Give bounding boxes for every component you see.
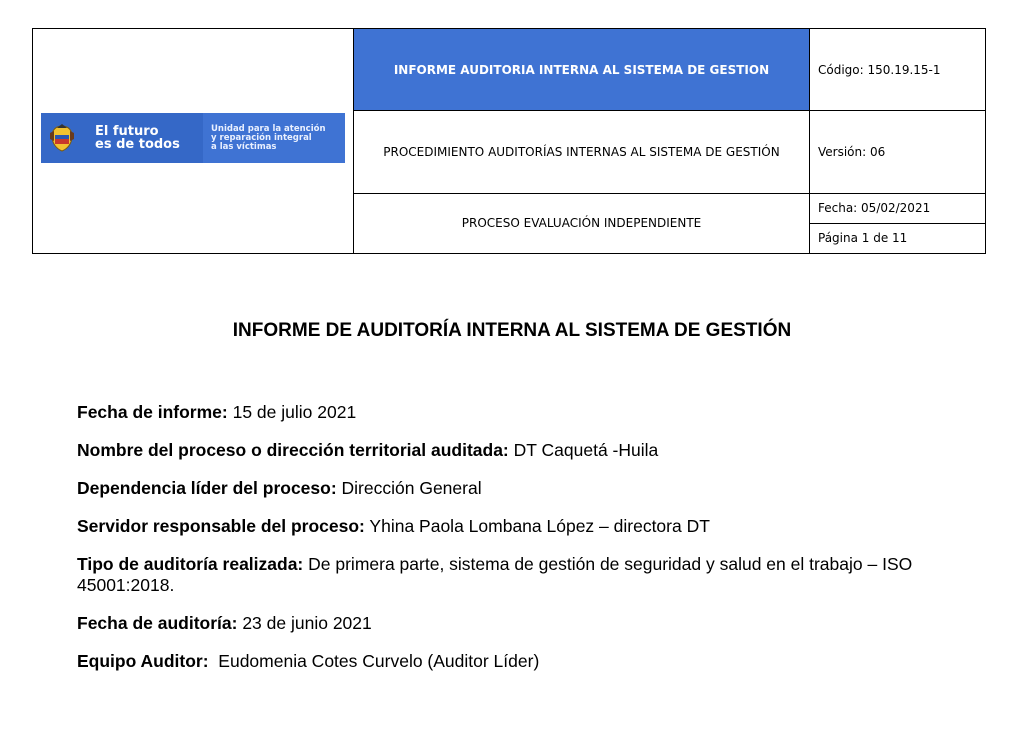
logo-unit-name: Unidad para la atención y reparación integral a las víctimas [211, 123, 326, 152]
institution-logo [41, 113, 345, 163]
field-audit-date: Fecha de auditoría: 23 de junio 2021 [77, 613, 372, 633]
document-title: INFORME DE AUDITORÍA INTERNA AL SISTEMA DE GESTIÓN [232, 320, 792, 341]
field-responsible-officer: Servidor responsable del proceso: Yhina Paola Lombana López – directora DT [77, 516, 710, 536]
page-indicator: Página 1 de 11 [810, 223, 985, 253]
procedure-cell: PROCEDIMIENTO AUDITORÍAS INTERNAS AL SISTEMA DE GESTIÓN [354, 111, 810, 193]
logo-slogan: El futuro es de todos [95, 124, 180, 152]
field-audit-team: Equipo Auditor: Eudomenia Cotes Curvelo (Auditor Líder) [77, 651, 540, 671]
field-process-name: Nombre del proceso o dirección territorial auditada: DT Caquetá -Huila [77, 440, 659, 460]
code-cell: Código: 150.19.15-1 [810, 29, 986, 111]
report-fields [77, 402, 957, 689]
field-report-date: Fecha de informe: 15 de julio 2021 [77, 402, 357, 422]
report-type-cell: INFORME AUDITORIA INTERNA AL SISTEMA DE GESTION [354, 29, 810, 111]
field-lead-dependency: Dependencia líder del proceso: Dirección General [77, 478, 482, 498]
field-audit-type: Tipo de auditoría realizada: De primera parte, sistema de gestión de seguridad y salud en el trabajo – ISO 45001:2018. [77, 554, 913, 595]
date-label: Fecha: 05/02/2021 [818, 201, 931, 216]
date-page-cell [810, 193, 986, 253]
document-header-table [32, 28, 986, 254]
process-cell: PROCESO EVALUACIÓN INDEPENDIENTE [354, 193, 810, 253]
colombia-coat-of-arms-icon [47, 123, 77, 153]
version-cell: Versión: 06 [810, 111, 986, 193]
logo-cell [33, 29, 354, 254]
